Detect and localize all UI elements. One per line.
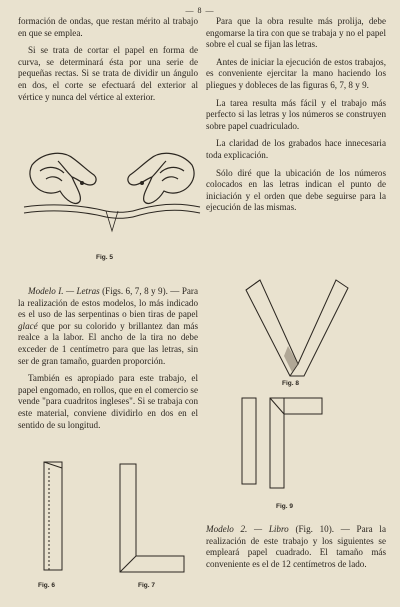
fig9-fold-illustration [232,392,332,500]
left-column-top [18,16,198,109]
paragraph: Si se trata de cortar el papel en forma de curva, se determinará ésta por una serie de pequeñas rectas. Si se trata de dividir un ángulo en dos, el corte se efectuará del exterior al vértice y nunca del vértice al exterior. [18,45,198,102]
left-column-modelo1 [18,286,198,437]
modelo2-title: Modelo 2. — Libro [206,524,289,534]
glace-word: glacé [18,320,38,331]
fig5-caption: Fig. 5 [96,254,113,261]
fig6-strip-illustration [36,458,76,578]
paragraph: Para que la obra resulte más prolija, debe engomarse la tira con que se trabaja y no el papel sobre el cual se fijan las letras. [206,16,386,50]
modelo1-ref: (Figs. 6, 7, 8 y 9). — Para la realización de estos modelos, lo más indicado es el uso de las serpentinas o bien tiras de papel [18,286,198,320]
fig8-v-shape-illustration [240,276,350,384]
paragraph: formación de ondas, que restan mérito al trabajo en que se emplea. [18,16,198,38]
right-column [206,16,386,220]
page-number: — 8 — [185,6,215,15]
modelo1-paragraph [18,286,198,367]
paragraph: También es apropiado para este trabajo, el papel engomado, en rollos, que en el comercio se vende "para cuadritos ingleses". Si se trabaja con este material, conviene dividirlo en dos en el sentido de su longitud. [18,373,198,430]
fig5-hands-illustration [22,135,202,247]
paragraph: La claridad de los grabados hace innecesaria toda explicación. [206,138,386,160]
modelo2-text: (Fig. 10). — Para la realización de este trabajo y los siguientes se empleará papel cuadrado. El tamaño más conveniente es el de 12 centímetros de lado. [206,524,386,569]
modelo2-paragraph [206,524,386,570]
modelo1-rest: que por su colorido y brillantez dan más realce a la labor. El ancho de la tira no debe exceder de 1 centímetro para que las letras, sin ser de gran tamaño, guarden proporción. [18,320,198,366]
fig8-caption: Fig. 8 [282,380,299,387]
fig7-caption: Fig. 7 [138,582,155,589]
modelo1-title: Modelo I. — Letras [28,286,100,296]
fig7-l-shape-illustration [112,460,192,580]
paragraph: La tarea resulta más fácil y el trabajo más perfecto si las letras y los números se construyen sobre papel cuadriculado. [206,97,386,131]
fig6-caption: Fig. 6 [38,582,55,589]
paragraph: Sólo diré que la ubicación de los números colocados en las letras indican el punto de iniciación y el orden que debe seguirse para la ejecución de las mismas. [206,167,386,213]
paragraph: Antes de iniciar la ejecución de estos trabajos, es conveniente ejercitar la mano haciendo los pliegues y dobleces de las figuras 6, 7, 8 y 9. [206,56,386,90]
fig9-caption: Fig. 9 [276,503,293,510]
